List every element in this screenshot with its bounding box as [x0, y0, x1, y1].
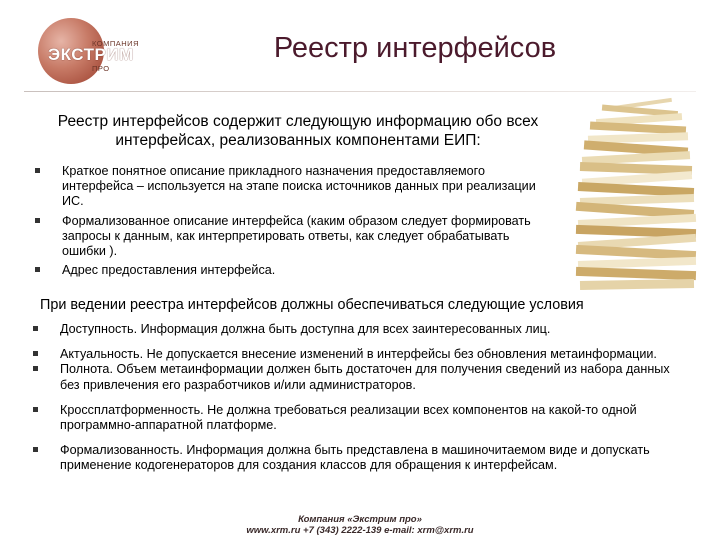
bullet-icon — [35, 218, 40, 223]
info-list-item-text: Адрес предоставления интерфейса. — [62, 263, 276, 278]
logo-brand: ЭКСТРИМ — [48, 45, 134, 64]
paper-stack-image — [572, 96, 710, 296]
slide-title: Реестр интерфейсов — [273, 32, 557, 64]
logo-company-label: КОМПАНИЯ — [92, 39, 139, 48]
logo-suffix: ПРО — [92, 64, 110, 73]
bullet-icon — [33, 447, 38, 452]
conditions-list-item-text: Доступность. Информация должна быть доступна для всех заинтересованных лиц. — [60, 322, 551, 336]
conditions-list — [30, 322, 690, 474]
conditions-list-item-text: Полнота. Объем метаинформации должен быть достаточен для получения сведений из набора данных без привлечения его разработчиков и/или администраторов. — [60, 362, 670, 392]
conditions-list-item-text: Формализованность. Информация должна быть представлена в машиночитаемом виде и допускать применение кодогенераторов для создания классов для обращения к интерфейсам. — [60, 443, 650, 473]
footer-company: Компания «Экстрим про» — [298, 514, 422, 525]
footer — [0, 514, 720, 536]
info-list-item-text: Краткое понятное описание прикладного назначения предоставляемого интерфейса – используется на этапе поиска источников данных при реализации ИС. — [62, 164, 536, 209]
footer-contacts: www.xrm.ru +7 (343) 2222-139 e-mail: xrm@xrm.ru — [246, 525, 474, 536]
info-list-item-text: Формализованное описание интерфейса (каким образом следует формировать запросы к данным, как интерпретировать ответы, как следует обрабатывать ошибки ). — [62, 213, 531, 259]
bullet-icon — [35, 168, 40, 173]
bullet-icon — [35, 267, 40, 272]
info-list-item — [32, 263, 540, 278]
conditions-heading: При ведении реестра интерфейсов должны обеспечиваться следующие условия — [40, 297, 584, 313]
conditions-list-item — [30, 322, 690, 337]
conditions-list-item — [30, 362, 690, 392]
bullet-icon — [33, 326, 38, 331]
bullet-icon — [33, 351, 38, 356]
title-divider — [24, 91, 696, 92]
info-list-item — [32, 164, 540, 210]
intro-text: Реестр интерфейсов содержит следующую информацию обо всех интерфейсах, реализованных компонентами ЕИП: — [57, 113, 539, 149]
conditions-list-item — [30, 403, 690, 433]
bullet-icon — [33, 366, 38, 371]
conditions-list-item-text: Кроссплатформенность. Не должна требоваться реализации всех компонентов на какой-то одной программно-аппаратной платформе. — [60, 402, 637, 433]
bullet-icon — [33, 407, 38, 412]
conditions-list-item — [30, 347, 690, 362]
conditions-list-item — [30, 443, 690, 473]
conditions-list-item-text: Актуальность. Не допускается внесение изменений в интерфейсы без обновления метаинформации. — [60, 347, 657, 362]
info-list-item — [32, 214, 540, 260]
info-list — [32, 164, 540, 282]
